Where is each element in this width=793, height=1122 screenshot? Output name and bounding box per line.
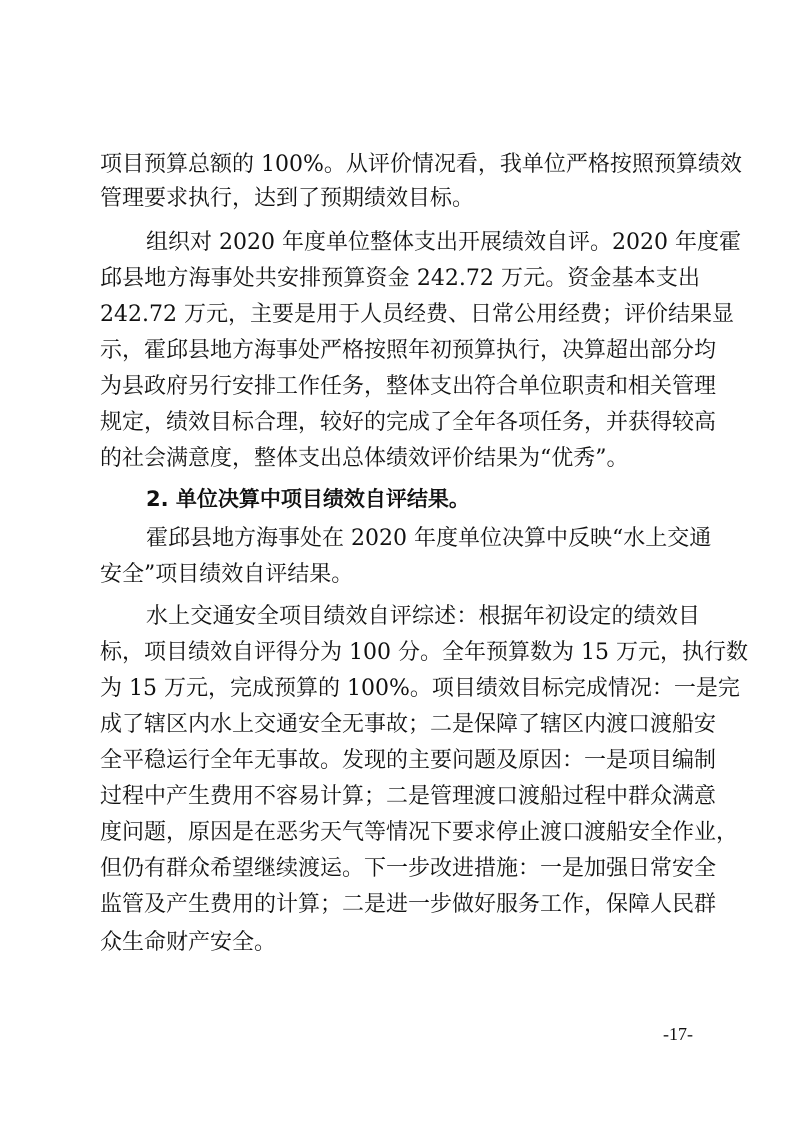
paragraph-line: 众生命财产安全。 xyxy=(100,930,277,955)
paragraph-line: 过程中产生费用不容易计算；二是管理渡口渡船过程中群众满意 xyxy=(100,784,717,809)
paragraph-line: 项目预算总额的 100%。从评价情况看，我单位严格按照预算绩效 xyxy=(100,152,742,177)
paragraph-line: 标，项目绩效自评得分为 100 分。全年预算数为 15 万元，执行数 xyxy=(100,640,748,665)
paragraph-line: 全平稳运行全年无事故。发现的主要问题及原因：一是项目编制 xyxy=(100,748,717,773)
paragraph-line: 组织对 2020 年度单位整体支出开展绩效自评。2020 年度霍 xyxy=(146,230,741,255)
paragraph-line: 为 15 万元，完成预算的 100%。项目绩效目标完成情况：一是完 xyxy=(100,676,740,701)
section-heading: 2. 单位决算中项目绩效自评结果。 xyxy=(146,487,470,511)
paragraph-line: 度问题，原因是在恶劣天气等情况下要求停止渡口渡船安全作业， xyxy=(100,820,739,845)
page-number: -17- xyxy=(663,1024,693,1044)
paragraph-line: 邱县地方海事处共安排预算资金 242.72 万元。资金基本支出 xyxy=(100,266,700,291)
paragraph-line: 但仍有群众希望继续渡运。下一步改进措施：一是加强日常安全 xyxy=(100,856,717,881)
paragraph-line: 示，霍邱县地方海事处严格按照年初预算执行，决算超出部分均 xyxy=(100,338,717,363)
paragraph-line: 成了辖区内水上交通安全无事故；二是保障了辖区内渡口渡船安 xyxy=(100,712,717,737)
paragraph-line: 监管及产生费用的计算；二是进一步做好服务工作，保障人民群 xyxy=(100,892,717,917)
paragraph-line: 242.72 万元，主要是用于人员经费、日常公用经费；评价结果显 xyxy=(100,302,734,327)
paragraph-line: 规定，绩效目标合理，较好的完成了全年各项任务，并获得较高 xyxy=(100,410,717,435)
paragraph-line: 安全”项目绩效自评结果。 xyxy=(100,562,354,587)
paragraph-line: 的社会满意度，整体支出总体绩效评价结果为“优秀”。 xyxy=(100,446,629,471)
paragraph-line: 水上交通安全项目绩效自评综述：根据年初设定的绩效目 xyxy=(146,604,700,629)
paragraph-line: 为县政府另行安排工作任务，整体支出符合单位职责和相关管理 xyxy=(100,374,717,399)
paragraph-line: 霍邱县地方海事处在 2020 年度单位决算中反映“水上交通 xyxy=(146,526,712,551)
paragraph-line: 管理要求执行，达到了预期绩效目标。 xyxy=(100,186,475,211)
